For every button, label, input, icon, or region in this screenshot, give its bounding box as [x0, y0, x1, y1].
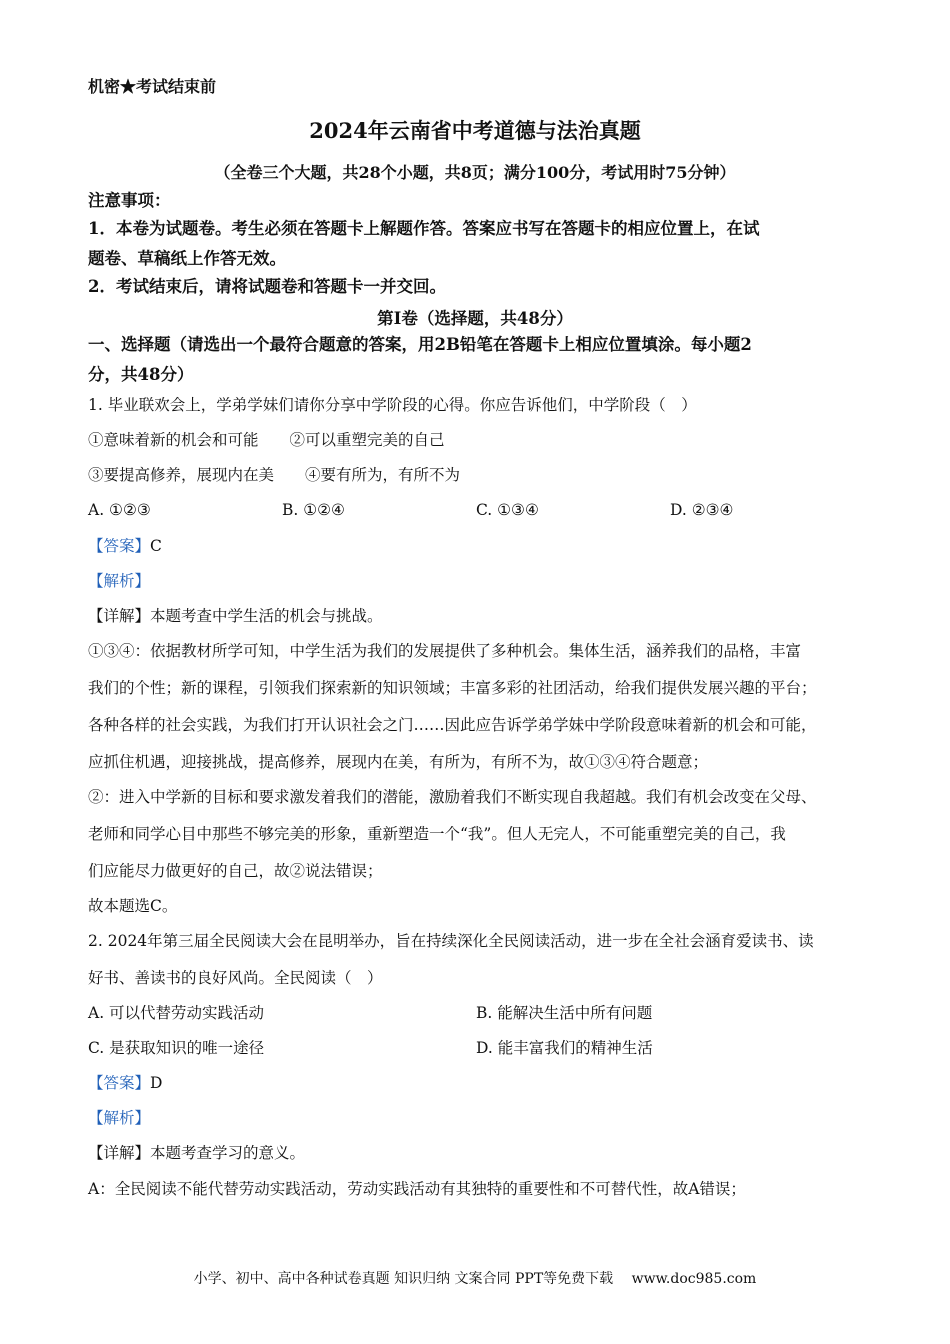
question-2-option-d: D. 能丰富我们的精神生活 — [476, 1039, 653, 1057]
question-1-option-a: A. ①②③ — [88, 501, 151, 519]
answer-value: D — [150, 1074, 163, 1092]
question-2-option-a: A. 可以代替劳动实践活动 — [88, 1004, 265, 1022]
detail-label: 【详解】 — [88, 1144, 151, 1162]
detail-text: 本题考查学习的意义。 — [150, 1144, 306, 1162]
note-item-1-line-2: 题卷、草稿纸上作答无效。 — [88, 249, 286, 268]
question-2-option-c: C. 是获取知识的唯一途径 — [88, 1039, 265, 1057]
question-1-items-line-2: ③要提高修养，展现内在美 ④要有所为，有所不为 — [88, 466, 461, 484]
volume-heading: 第Ⅰ卷（选择题，共48分） — [377, 309, 573, 328]
question-2-answer — [88, 1072, 162, 1094]
question-1-explanation-line-3: 各种各样的社会实践，为我们打开认识社会之门……因此应告诉学弟学妹中学阶段意味着新的机会和可能， — [88, 716, 817, 734]
part-one-heading-line-1: 一、选择题（请选出一个最符合题意的答案，用2B铅笔在答题卡上相应位置填涂。每小题2 — [88, 335, 752, 354]
question-1-answer — [88, 535, 162, 557]
question-1-option-b: B. ①②④ — [282, 501, 345, 519]
question-1-items-line-1: ①意味着新的机会和可能 ②可以重塑完美的自己 — [88, 431, 445, 449]
question-1-explanation-line-2: 我们的个性；新的课程，引领我们探索新的知识领域；丰富多彩的社团活动，给我们提供发展兴趣的平台； — [88, 679, 817, 697]
question-1-detail — [88, 605, 383, 627]
notes-heading: 注意事项： — [88, 191, 171, 210]
page-title: 2024年云南省中考道德与法治真题 — [309, 118, 641, 143]
footer-link-text: 小学、初中、高中各种试卷真题 知识归纳 文案合同 PPT等免费下载 www.doc985.com — [193, 1271, 757, 1287]
exam-info: （全卷三个大题，共28个小题，共8页；满分100分，考试用时75分钟） — [214, 163, 736, 182]
question-1-option-d: D. ②③④ — [670, 501, 734, 519]
question-1-conclusion: 故本题选C。 — [88, 897, 178, 915]
question-1-stem: 1. 毕业联欢会上，学弟学妹们请你分享中学阶段的心得。你应告诉他们，中学阶段（ ） — [88, 396, 697, 414]
question-2-stem-line-1: 2. 2024年第三届全民阅读大会在昆明举办，旨在持续深化全民阅读活动，进一步在全社会涵育爱读书、读 — [88, 932, 814, 950]
detail-text: 本题考查中学生活的机会与挑战。 — [150, 607, 383, 625]
note-item-2: 2．考试结束后，请将试题卷和答题卡一并交回。 — [88, 277, 446, 296]
question-2-stem-line-2: 好书、善读书的良好风尚。全民阅读（ ） — [88, 969, 383, 987]
question-1-analysis-label: 【解析】 — [88, 572, 151, 590]
detail-label: 【详解】 — [88, 607, 151, 625]
answer-label: 【答案】 — [88, 1074, 151, 1092]
question-1-explanation-line-4: 应抓住机遇，迎接挑战，提高修养，展现内在美，有所为，有所不为，故①③④符合题意； — [88, 753, 709, 771]
question-1-explanation-line-7: 们应能尽力做更好的自己，故②说法错误； — [88, 862, 383, 880]
confidential-mark: 机密★考试结束前 — [88, 77, 217, 96]
question-2-analysis-label: 【解析】 — [88, 1109, 151, 1127]
question-1-explanation-line-1: ①③④：依据教材所学可知，中学生活为我们的发展提供了多种机会。集体生活，涵养我们的品格，丰富 — [88, 642, 802, 660]
answer-label: 【答案】 — [88, 537, 151, 555]
question-1-explanation-line-6: 老师和同学心目中那些不够完美的形象，重新塑造一个“我”。但人无完人，不可能重塑完美的自己，我 — [88, 825, 786, 843]
note-item-1-line-1: 1．本卷为试题卷。考生必须在答题卡上解题作答。答案应书写在答题卡的相应位置上，在试 — [88, 219, 760, 238]
answer-value: C — [150, 537, 162, 555]
part-one-heading-line-2: 分，共48分） — [88, 365, 194, 384]
question-2-explanation-a: A：全民阅读不能代替劳动实践活动，劳动实践活动有其独特的重要性和不可替代性，故A错误； — [88, 1180, 746, 1198]
question-2-option-b: B. 能解决生活中所有问题 — [476, 1004, 653, 1022]
question-1-option-c: C. ①③④ — [476, 501, 539, 519]
question-2-detail — [88, 1142, 305, 1164]
question-1-explanation-line-5: ②：进入中学新的目标和要求激发着我们的潜能，激励着我们不断实现自我超越。我们有机会改变在父母、 — [88, 788, 817, 806]
